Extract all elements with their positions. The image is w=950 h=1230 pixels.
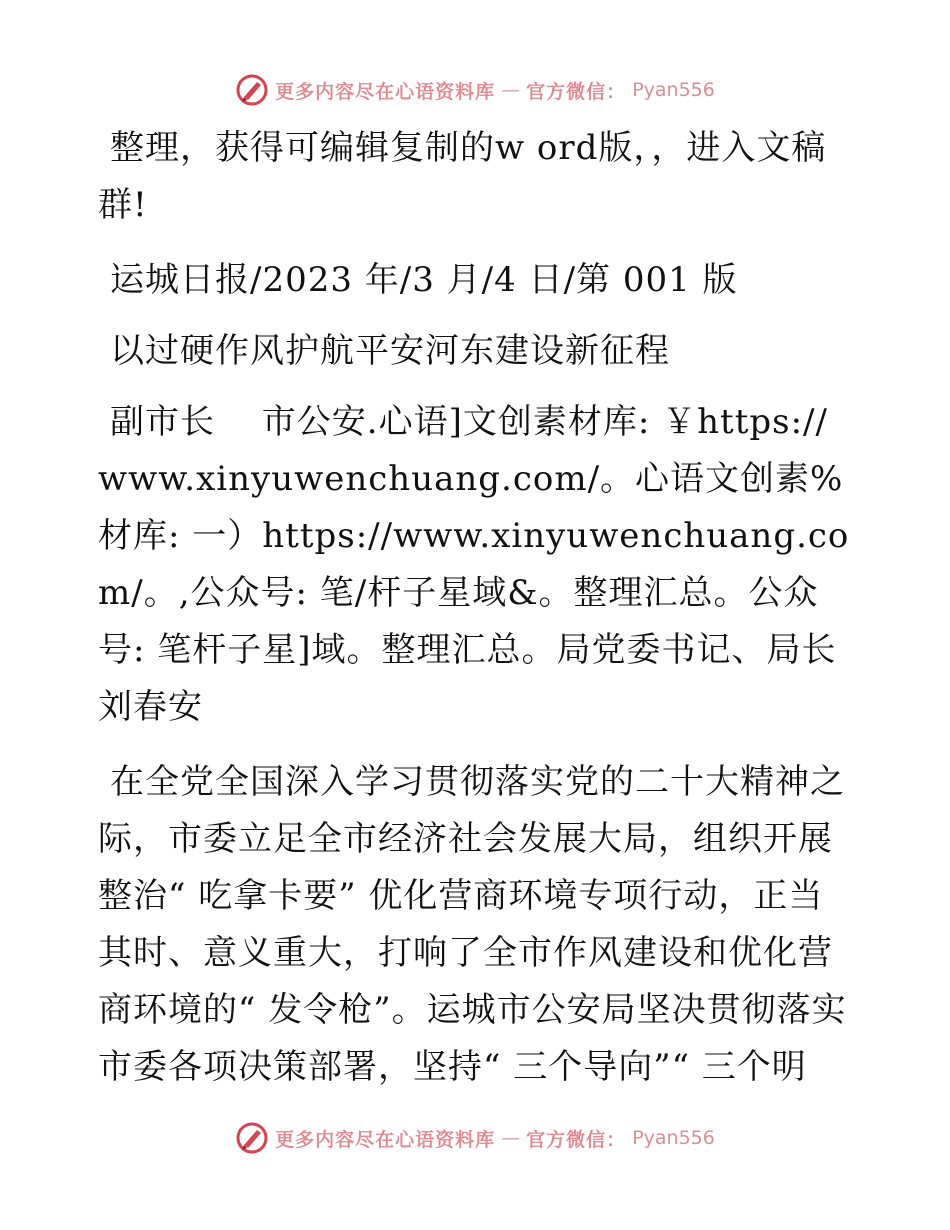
watermark-dash: — bbox=[501, 79, 521, 101]
article-title: 以过硬作风护航平安河东建设新征程 bbox=[110, 331, 670, 371]
watermark-header bbox=[0, 70, 950, 110]
paragraph-author: 副市长 市公安.心语]文创素材库: ￥https://www.xinyuwenchuang.com/。心语文创素%材库: 一）https://www.xinyuwenchuang.com/。,公众号: 笔/杆子星域&。整理汇总。公众号: 笔杆子星]域。整理汇总。局党委书记、局长 刘春安 bbox=[98, 402, 872, 727]
watermark-official: 官方微信： bbox=[526, 1128, 627, 1151]
paragraph-body: 在全党全国深入学习贯彻落实党的二十大精神之际，市委立足全市经济社会发展大局，组织开展整治“ 吃拿卡要” 优化营商环境专项行动，正当其时、意义重大，打响了全市作风建设和优化营商环境的“ 发令枪”。运城市公安局坚决贯彻落实市委各项决策部署，坚持“ 三个导向”“ 三个明 bbox=[98, 762, 847, 1087]
watermark-dash: — bbox=[501, 1127, 521, 1149]
watermark-official: 官方微信： bbox=[526, 80, 627, 103]
pen-logo-icon bbox=[235, 1121, 269, 1155]
pen-logo-icon bbox=[235, 73, 269, 107]
paragraph-intro: 整理，获得可编辑复制的w ord版，，进入文稿群! bbox=[98, 128, 827, 225]
document-body bbox=[98, 120, 872, 1114]
watermark-account: Pyan556 bbox=[632, 1127, 715, 1149]
watermark-text: 更多内容尽在心语资料库 bbox=[275, 80, 496, 103]
watermark-text: 更多内容尽在心语资料库 bbox=[275, 1128, 496, 1151]
watermark-account: Pyan556 bbox=[632, 79, 715, 101]
watermark-footer bbox=[0, 1118, 950, 1158]
paragraph-source: 运城日报/2023 年/3 月/4 日/第 001 版 bbox=[110, 260, 738, 300]
